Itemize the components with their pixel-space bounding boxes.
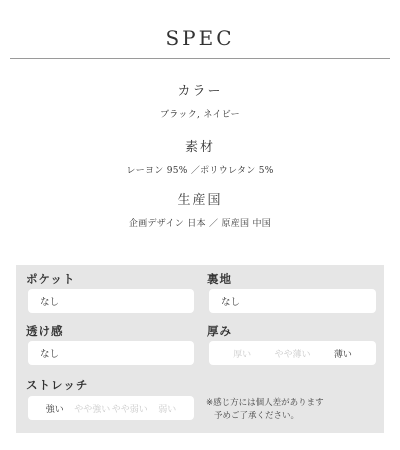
spec-color-value: ブラック, ネイビー bbox=[159, 110, 240, 120]
thickness-option: 薄い bbox=[333, 349, 352, 360]
stretch-scale bbox=[28, 396, 194, 420]
spec-color bbox=[0, 80, 400, 120]
stretch-label: ストレッチ bbox=[26, 378, 89, 392]
thickness-option: 厚い bbox=[233, 349, 252, 360]
spec-material-value: レーヨン 95% ／ポリウレタン 5% bbox=[126, 166, 274, 176]
stretch-option: 強い bbox=[45, 404, 64, 415]
spec-origin bbox=[0, 189, 400, 229]
spec-origin-value: 企画デザイン 日本 ／ 原産国 中国 bbox=[128, 219, 272, 229]
lining-value: なし bbox=[221, 297, 241, 308]
thickness-option: やや薄い bbox=[274, 349, 311, 360]
heading-divider bbox=[10, 58, 390, 59]
pocket-value: なし bbox=[40, 297, 60, 308]
disclaimer-line-1: ※感じ方には個人差があります bbox=[206, 398, 324, 408]
lining-label: 裏地 bbox=[207, 272, 232, 286]
spec-material bbox=[0, 136, 400, 176]
thickness-label: 厚み bbox=[207, 324, 232, 338]
stretch-option: やや強い bbox=[74, 404, 111, 415]
stretch-option: やや弱い bbox=[111, 404, 148, 415]
spec-origin-label: 生産国 bbox=[177, 193, 223, 208]
sheerness-value: なし bbox=[40, 349, 60, 360]
stretch-option: 弱い bbox=[158, 404, 177, 415]
disclaimer-line-2: 予めご了承ください。 bbox=[214, 411, 300, 421]
thickness-scale bbox=[209, 341, 376, 365]
section-heading: SPEC bbox=[165, 26, 235, 50]
spec-color-label: カラー bbox=[177, 84, 223, 99]
pocket-label: ポケット bbox=[26, 272, 76, 286]
sheerness-value-box bbox=[28, 341, 194, 365]
disclaimer-note bbox=[206, 397, 384, 423]
sheerness-label: 透け感 bbox=[26, 324, 64, 338]
lining-value-box bbox=[209, 289, 376, 313]
spec-material-label: 素材 bbox=[184, 140, 215, 155]
pocket-value-box bbox=[28, 289, 194, 313]
